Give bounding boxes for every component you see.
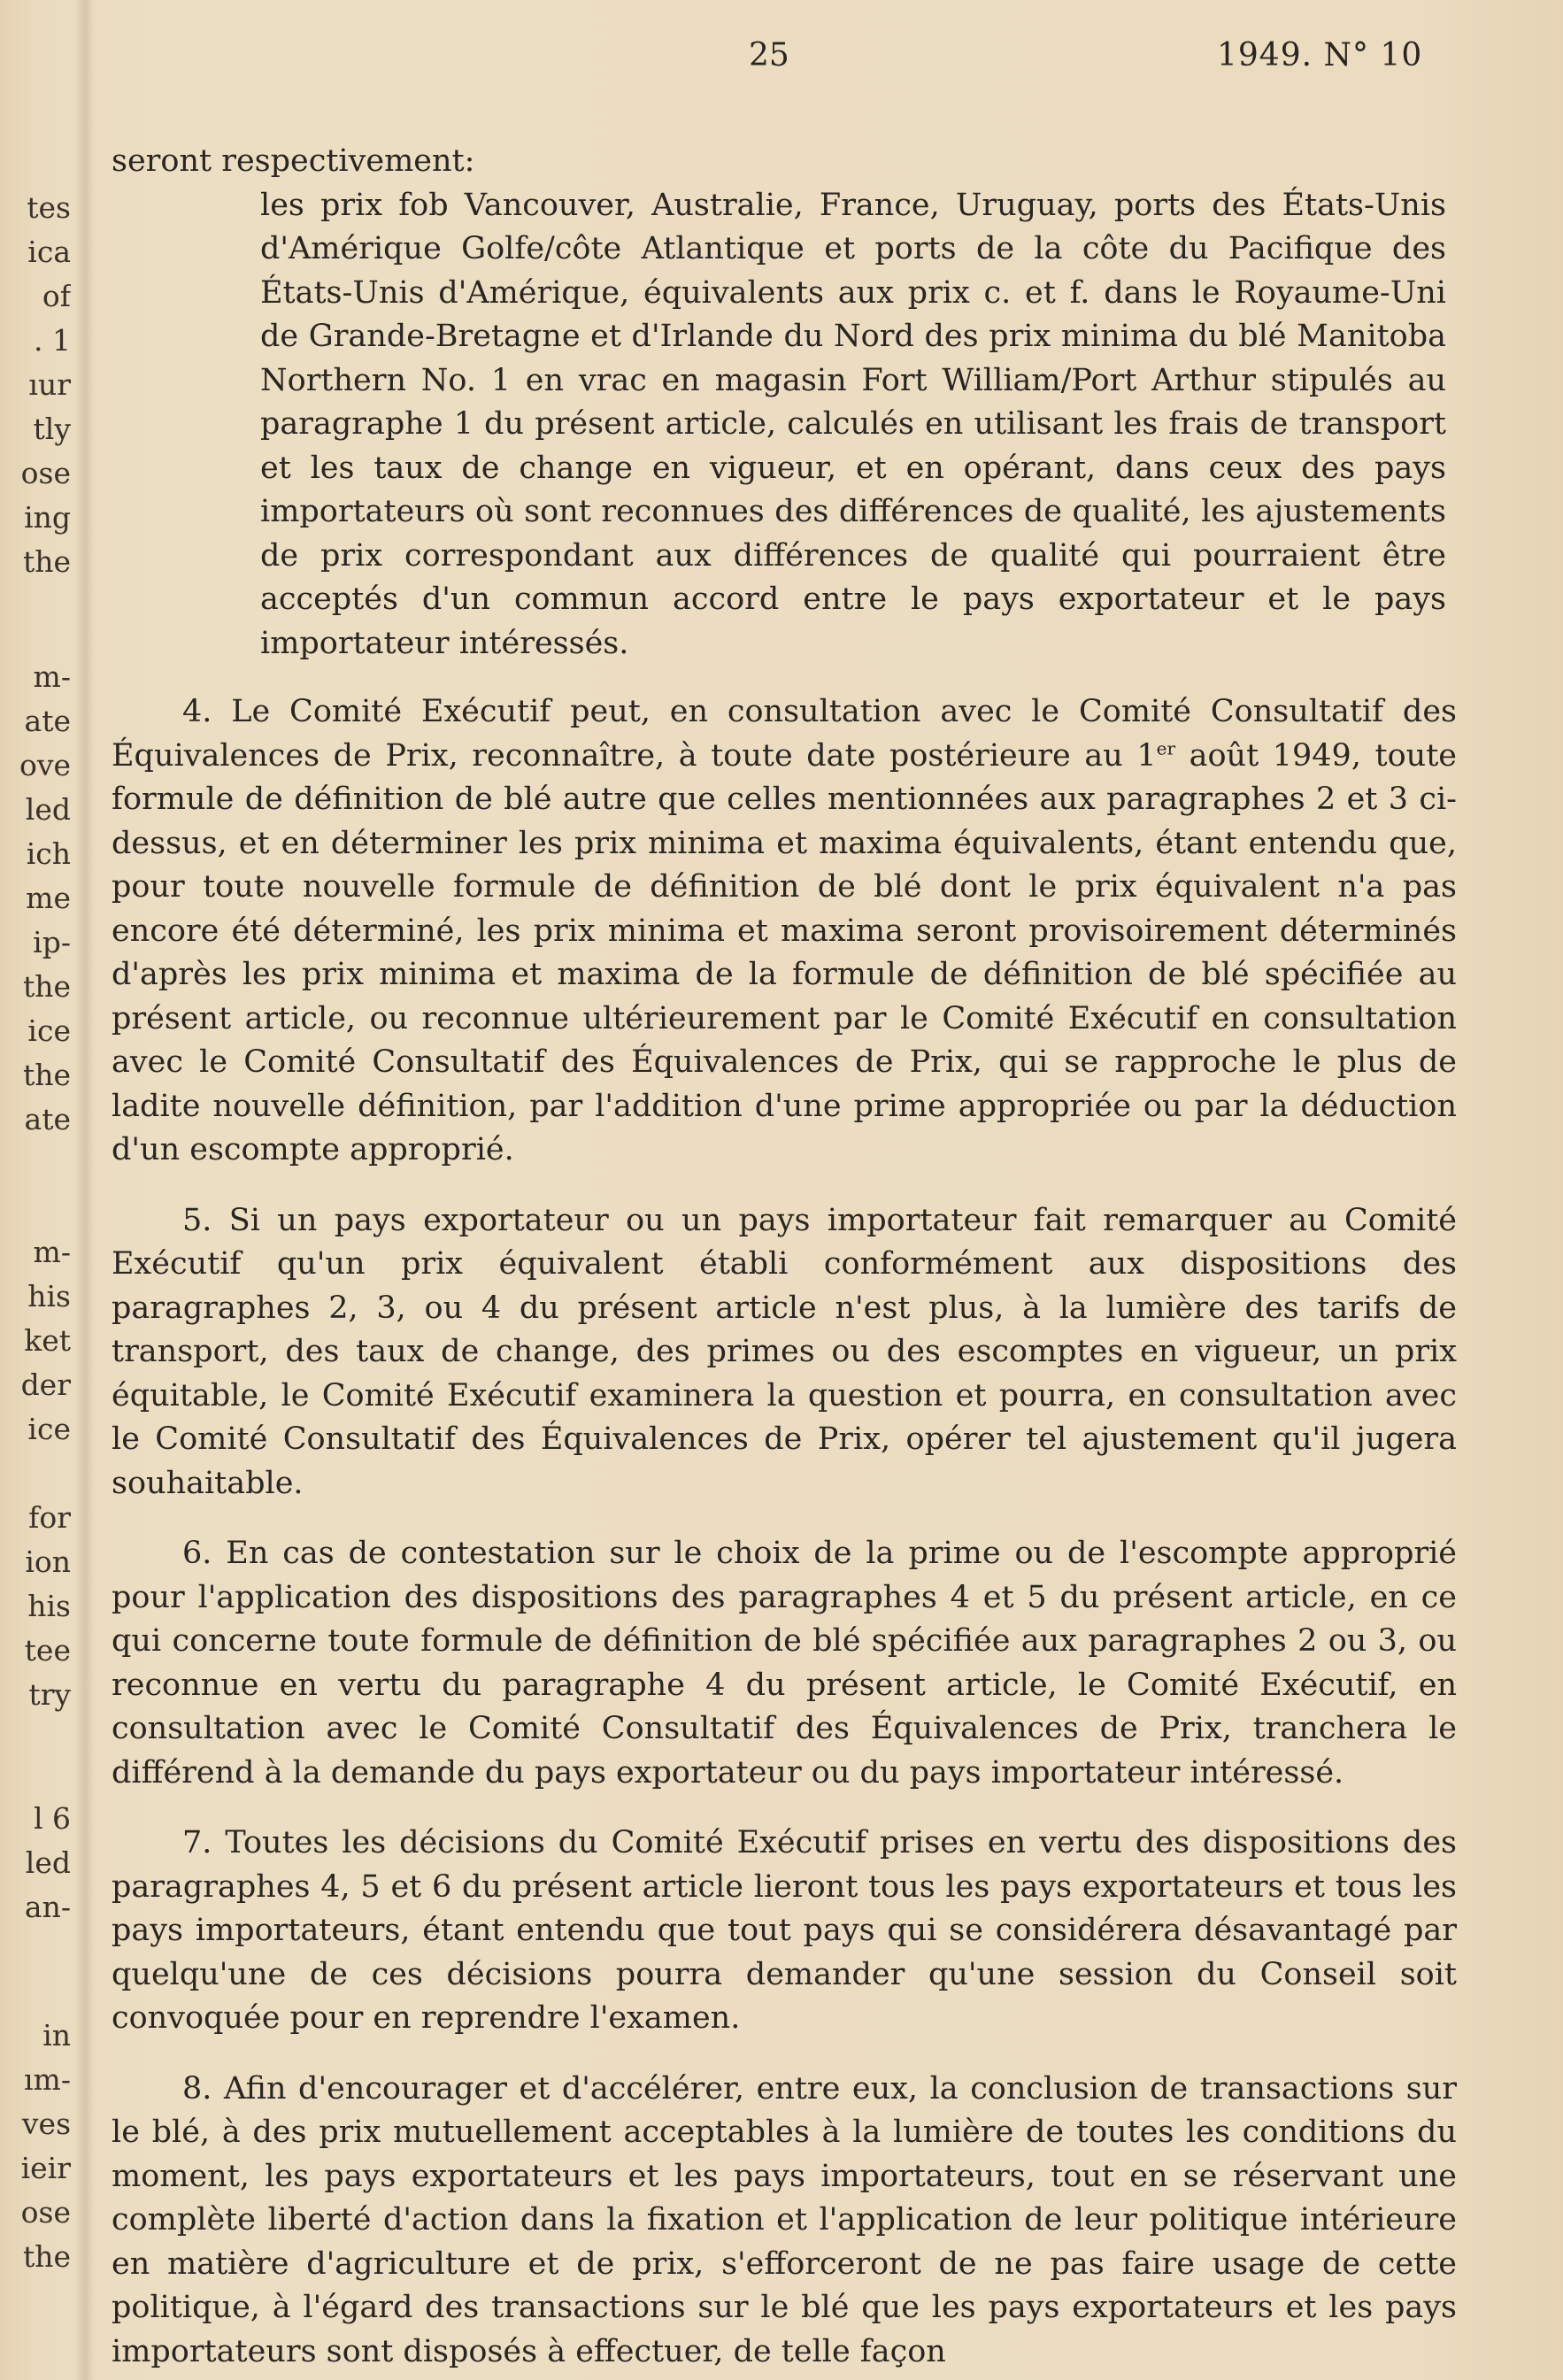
margin-fragment: ieir xyxy=(20,2151,71,2185)
margin-fragment: his xyxy=(27,1589,71,1623)
margin-fragment: of xyxy=(42,279,71,313)
paragraph-8: 8. Afin d'encourager et d'accélérer, entre eux, la conclusion de transactions sur le blé, à des prix mutuellement acceptables à la lumière de toutes les conditions du moment, les pays exportateurs et les pays importateurs, tout en se réservant une complète liberté d'action dans la fixation et l'application de leur politique intérieure en matière d'agriculture et de prix, s'efforceront de ne pas faire usage de cette politique, à l'égard des transactions sur le blé que les pays exportateurs et les pays importateurs sont disposés à effectuer, de telle façon xyxy=(112,2070,1457,2369)
margin-fragment: ıur xyxy=(28,367,71,402)
margin-fragment: an- xyxy=(24,1890,71,1924)
margin-fragment: ket xyxy=(24,1323,71,1358)
paragraph-7: 7. Toutes les décisions du Comité Exécutif prises en vertu des dispositions des paragraphes 4, 5 et 6 du présent article lieront tous les pays exportateurs et tous les pays importateurs, étant entendu que tout pays qui se considérera désavantagé par quelqu'une de ces décisions pourra demander qu'une session du Conseil soit convoquée pour en reprendre l'examen. xyxy=(112,1825,1457,2036)
binding-shadow xyxy=(75,0,95,2380)
margin-fragment: . 1 xyxy=(34,323,71,358)
margin-fragment: ich xyxy=(26,836,71,871)
margin-fragment: l 6 xyxy=(33,1801,71,1836)
margin-fragment: ip- xyxy=(33,925,71,959)
margin-fragment: tes xyxy=(27,190,71,225)
paragraph-4 xyxy=(112,690,1457,1173)
page-number: 25 xyxy=(749,37,789,73)
document-year-number: 1949. N° 10 xyxy=(1217,37,1423,73)
quoted-clause: les prix fob Vancouver, Australie, France, Uruguay, ports des États-Unis d'Amérique Golfe/côte Atlantique et ports de la côte du Pacifique des États-Unis d'Amérique, équivalents aux prix c. et f. dans le Royaume-Uni de Grande-Bretagne et d'Irlande du Nord des prix minima du blé Manitoba Northern No. 1 en vrac en magasin Fort William/Port Arthur stipulés au paragraphe 1 du présent article, calculés en utilisant les frais de transport et les taux de change en vigueur, et en opérant, dans ceux des pays importateurs où sont reconnues des différences de qualité, les ajustements de prix correspondant aux différences de qualité qui pourraient être acceptés d'un commun accord entre le pays exportateur et le pays importateur intéressés. xyxy=(260,187,1446,661)
margin-fragment: ion xyxy=(25,1544,71,1579)
margin-fragment: ose xyxy=(20,456,71,490)
margin-fragment: the xyxy=(22,544,71,579)
margin-fragment: ves xyxy=(21,2107,71,2141)
margin-fragment: ove xyxy=(19,748,71,782)
document-body xyxy=(112,140,1457,2374)
margin-fragment: ate xyxy=(24,1102,71,1136)
paragraph-6: 6. En cas de contestation sur le choix de la prime ou de l'escompte approprié pour l'application des dispositions des paragraphes 4 et 5 du présent article, en ce qui concerne toute formule de définition de blé spécifiée aux paragraphes 2 ou 3, ou reconnue en vertu du paragraphe 4 du présent article, le Comité Exécutif, en consultation avec le Comité Consultatif des Équivalences de Prix, tranchera le différend à la demande du pays exportateur ou du pays importateur intéressé. xyxy=(112,1536,1457,1791)
margin-fragment: m- xyxy=(33,1235,71,1269)
margin-fragment: the xyxy=(22,1058,71,1092)
margin-fragment: ate xyxy=(24,704,71,738)
margin-fragment: try xyxy=(28,1677,71,1712)
margin-fragment: ım- xyxy=(24,2062,71,2097)
margin-fragment: the xyxy=(22,2239,71,2274)
page-header xyxy=(0,37,1563,81)
margin-fragment: led xyxy=(25,1845,71,1880)
paragraph-4-part-b: août 1949, toute formule de définition de blé autre que celles mentionnées aux paragraphes 2 et 3 ci-dessus, et en déterminer les prix minima et maxima équivalents, étant entendu que, pour toute nouvelle formule de définition de blé dont le prix équivalent n'a pas encore été déterminé, les prix minima et maxima seront provisoirement déterminés d'après les prix minima et maxima de la formule de définition de blé spécifiée au présent article, ou reconnue ultérieurement par le Comité Exécutif en consultation avec le Comité Consultatif des Équivalences de Prix, qui se rapproche le plus de ladite nouvelle définition, par l'addition d'une prime appropriée ou par la déduction d'un escompte approprié. xyxy=(112,737,1457,1167)
margin-fragment: tee xyxy=(24,1633,71,1668)
margin-fragment: ice xyxy=(27,1013,71,1048)
margin-fragment: the xyxy=(22,969,71,1004)
intro-line: seront respectivement: xyxy=(112,143,475,179)
margin-fragment: me xyxy=(26,881,71,915)
paragraph-4-superscript: er xyxy=(1156,736,1176,759)
margin-fragment: ose xyxy=(20,2195,71,2230)
paragraph-4-part-a: 4. Le Comité Exécutif peut, en consultation avec le Comité Consultatif des Équivalences de Prix, reconnaître, à toute date postérieure au 1 xyxy=(112,694,1457,774)
margin-fragment: ice xyxy=(27,1412,71,1446)
margin-fragment: ica xyxy=(27,235,71,269)
margin-fragment: tly xyxy=(33,412,71,446)
margin-fragment: led xyxy=(25,792,71,827)
margin-fragment: der xyxy=(20,1367,71,1402)
paragraph-5: 5. Si un pays exportateur ou un pays importateur fait remarquer au Comité Exécutif qu'un prix équivalent établi conformément aux dispositions des paragraphes 2, 3, ou 4 du présent article n'est plus, à la lumière des tarifs de transport, des taux de change, des primes ou des escomptes en vigueur, un prix équitable, le Comité Exécutif examinera la question et pourra, en consultation avec le Comité Consultatif des Équivalences de Prix, opérer tel ajustement qu'il jugera souhaitable. xyxy=(112,1202,1457,1501)
margin-fragment: for xyxy=(28,1500,71,1535)
margin-fragment: in xyxy=(42,2018,71,2053)
margin-fragment: m- xyxy=(33,659,71,694)
margin-fragment: ing xyxy=(24,500,71,535)
margin-fragment: his xyxy=(27,1279,71,1313)
